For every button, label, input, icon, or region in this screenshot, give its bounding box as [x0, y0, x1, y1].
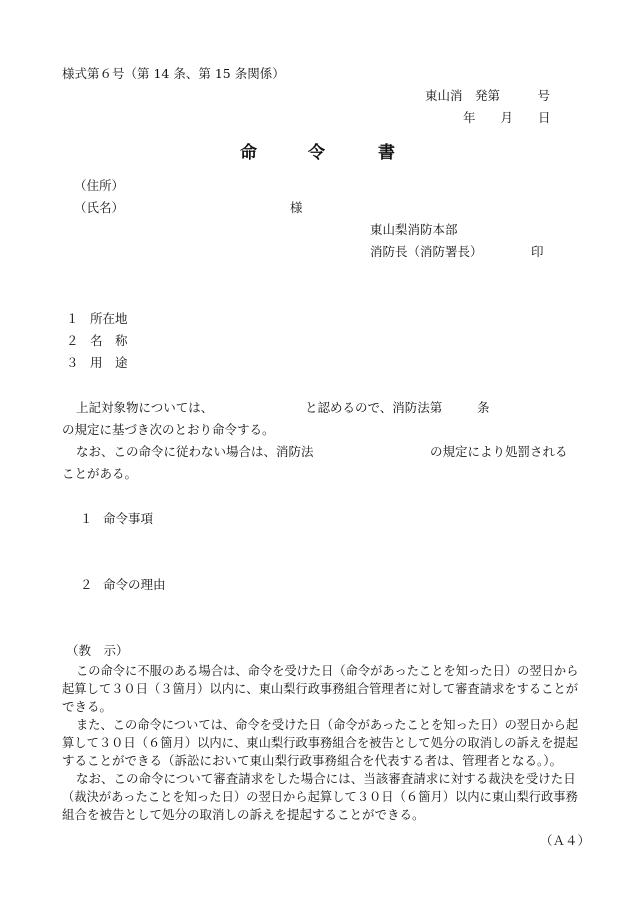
seal-mark: 印	[531, 244, 544, 259]
address-label: （住所）	[74, 178, 125, 193]
notice-line-8: （裁決があったことを知った日）の翌日から起算して３０日（６箇月）以内に東山梨行政事務	[62, 789, 578, 804]
paper-size-label: （Ａ４）	[540, 833, 591, 848]
section-num-order-reason: ２	[80, 577, 93, 592]
notice-line-3: できる。	[62, 699, 113, 714]
target-item-num-2: ２	[66, 333, 79, 348]
section-label-order-reason: 命令の理由	[103, 577, 166, 592]
notice-line-9: 組合を被告として処分の取消しの訴えを提起することができる。	[62, 807, 425, 822]
notice-line-7: なお、この命令について審査請求をした場合には、当該審査請求に対する裁決を受けた日	[76, 771, 576, 786]
notice-heading: （教 示）	[66, 643, 129, 658]
issuer-organization: 東山梨消防本部	[370, 222, 458, 237]
body-line3-a: なお、この命令に従わない場合は、消防法	[76, 444, 314, 459]
body-line3-b: の規定により処罰される	[430, 444, 568, 459]
notice-line-1: この命令に不服のある場合は、命令を受けた日（命令があったことを知った日）の翌日から	[76, 663, 579, 678]
body-line1-b: と認めるので、消防法第	[305, 400, 443, 415]
target-item-label-1: 所在地	[90, 311, 128, 326]
body-line1-a: 上記対象物については、	[76, 400, 214, 415]
section-label-order-items: 命令事項	[103, 511, 154, 526]
body-line4: ことがある。	[62, 466, 138, 481]
issue-number: 東山消 発第 号	[425, 88, 551, 103]
target-item-label-3: 用 途	[90, 355, 128, 370]
honorific: 様	[290, 200, 303, 215]
notice-line-4: また、この命令については、命令を受けた日（命令があったことを知った日）の翌日から起	[76, 717, 579, 732]
target-item-num-1: １	[66, 311, 79, 326]
name-label: （氏名）	[74, 200, 125, 215]
notice-line-5: 算して３０日（６箇月）以内に、東山梨行政事務組合を被告として処分の取消しの訴えを提起	[62, 735, 579, 750]
issue-date: 年 月 日	[463, 110, 551, 125]
target-item-num-3: ３	[66, 355, 79, 370]
notice-line-2: 起算して３０日（３箇月）以内に、東山梨行政事務組合管理者に対して審査請求をすることが	[62, 681, 579, 696]
notice-line-6: することができる（訴訟において東山梨行政事務組合を代表する者は、管理者となる。）。	[62, 753, 563, 768]
form-number: 様式第６号（第 14 条、第 15 条関係）	[62, 66, 285, 81]
title-char-3: 書	[378, 143, 395, 163]
target-item-label-2: 名 称	[90, 333, 128, 348]
title-char-2: 令	[308, 143, 325, 163]
issuer-chief: 消防長（消防署長）	[370, 244, 483, 259]
title-char-1: 命	[240, 143, 257, 163]
section-num-order-items: １	[80, 511, 93, 526]
body-line1-c: 条	[477, 400, 490, 415]
body-line2: の規定に基づき次のとおり命令する。	[62, 422, 275, 437]
